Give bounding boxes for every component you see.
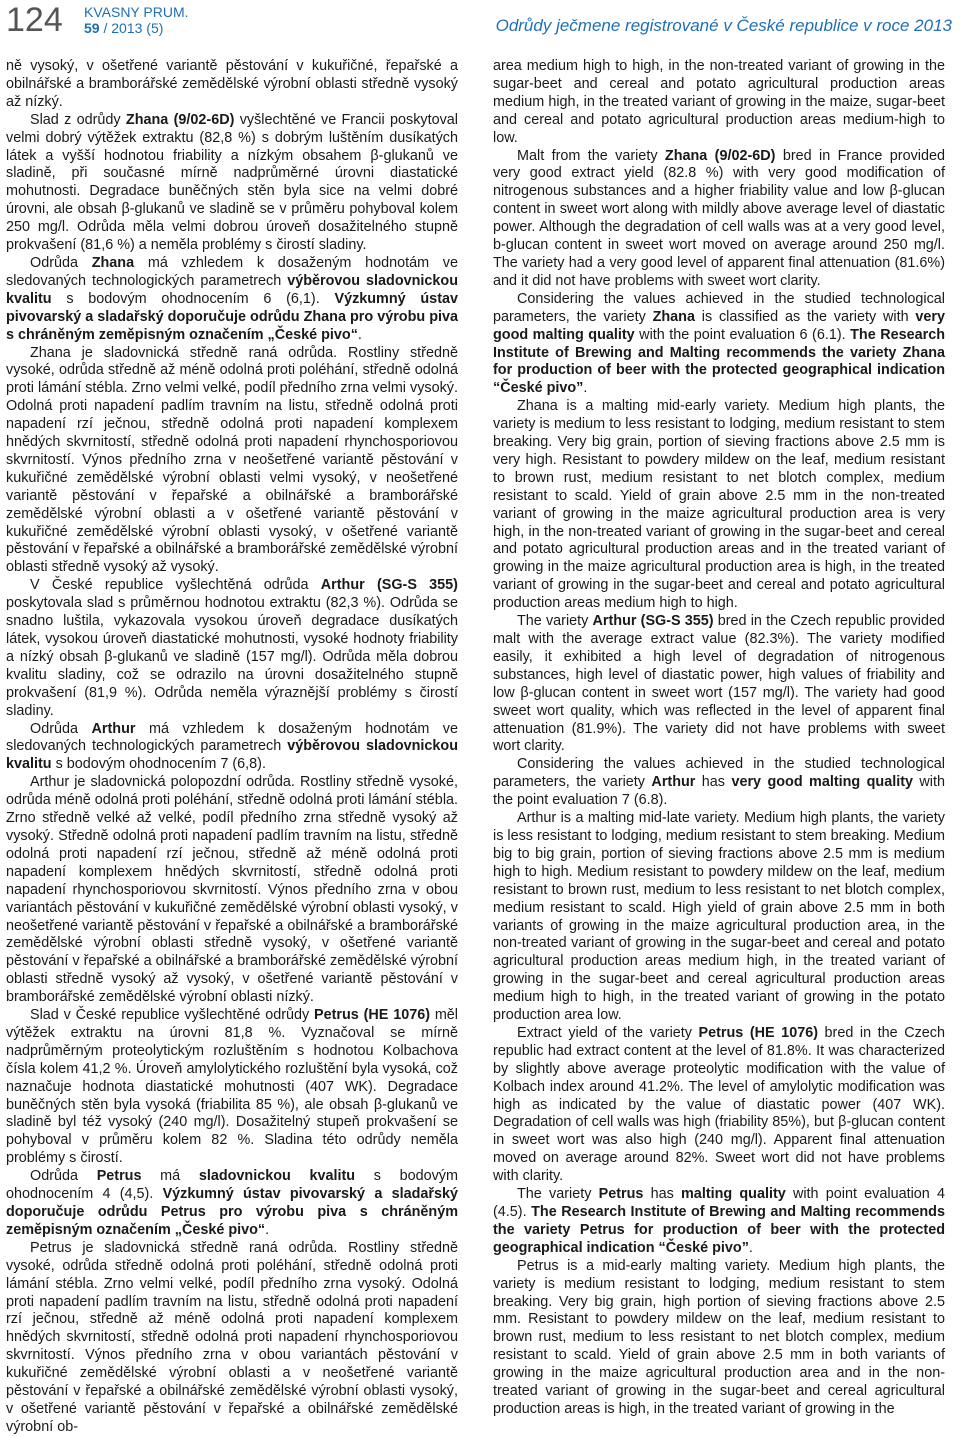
paragraph (493, 756, 945, 810)
text-run: Odrůda (30, 1168, 97, 1185)
text-run: Malt from the variety (517, 147, 665, 164)
paragraph (493, 810, 945, 1025)
text-run: The variety (517, 613, 593, 630)
paragraph (493, 58, 945, 148)
text-run: bred in the Czech republic had extract content at the level of 81.8%. It was characterized by slightly above average proteolytic modification with the value of Kolbach index around 41.2%. The level of amylolytic modification was high as indicated by the value of diastatic power (407 WK). Degradation of cell walls was high (friability 85%), but β-glucan content in sweet wort was also high (240 mg/l). Apparent final attenuation moved on average around 82%. Sweet wort did not have problems with clarity. (493, 1024, 945, 1185)
bold-text: very good malting quality (493, 308, 945, 343)
text-run: Arthur je sladovnická polopozdní odrůda. Rostliny středně vysoké, odrůda méně odolná proti poléhání, středně odolná proti lámání stébla. Zrno středně velké až velké, podíl předního zrna středně vysoký až vysoký. Středně odolná proti napadení padlím travním na listu, středně odolná proti napadení rzí ječnou, středně až méně odolná proti napadení komplexem hnědých skvrnitostí, středně odolná proti napadení rhynchosporiovou skvrnitostí. Výnos předního zrna v obou variantách pěstování v kukuřičné zemědělské výrobní oblasti vysoký, v neošetřené variantě pěstování v řepařské a obilnářské a bramborářské zemědělské výrobní oblasti středně vysoký, v ošetřené variantě pěstování v řepařské a obilnářské a bramborářské zemědělské výrobní oblasti středně vysoký až vysoký, v ošetřené variantě pěstování v bramborářské zemědělské výrobní oblasti nízký. (6, 774, 459, 1006)
paragraph (6, 58, 458, 112)
text-run: has (695, 774, 732, 791)
bold-text: Arthur (651, 774, 696, 791)
paragraph (6, 774, 458, 1007)
journal-name: KVASNY PRUM. (84, 4, 189, 20)
text-run: Considering the values achieved in the studied technological parameters, the variety (493, 756, 945, 791)
text-run: má (141, 1168, 199, 1185)
paragraph (6, 255, 458, 345)
paragraph (493, 291, 945, 398)
text-run: with point evaluation 4 (4.5). (493, 1186, 945, 1220)
text-run: area medium high to high, in the non-treated variant of growing in the sugar-beet and cereal and potato agricultural production areas medium high, in the treated variant of growing in the maize, sugar-beet and cereal and potato agricultural production areas medium-high to low. (493, 58, 945, 146)
bold-text: Petrus (598, 1186, 644, 1203)
paragraph (493, 1258, 945, 1419)
bold-text: Výzkumný ústav pivovarský a sladařský doporučuje odrůdu Zhana pro výrobu piva s chráněným zeměpisným označením „České pivo“ (6, 290, 458, 343)
text-run: with the point evaluation 7 (6.8). (493, 774, 946, 809)
paragraph (6, 1168, 458, 1240)
paragraph (6, 1007, 458, 1168)
text-run: poskytovala slad s průměrnou hodnotou extraktu (82,3 %). Odrůda se snadno luštila, vykazovala vysokou úroveň degradace dusíkatých látek, vysokou úroveň diastatické mohutnosti, vysoké hodnoty friability a nízký obsah β-glukanů ve sladině (157 mg/l). Odrůda měla dobrou kvalitu sladiny, což se odrazilo na úrovni dosažitelného stupně prokvašení (81,9 %). Odrůda neměla výraznější problémy s čirostí sladiny. (6, 595, 458, 719)
paragraph (6, 1240, 458, 1437)
text-run: has (643, 1186, 682, 1203)
paragraph (6, 345, 458, 578)
text-run: ně vysoký, v ošetřené variantě pěstování v kukuřičné, řepařské a obilnářské a bramborářské zemědělské výrobní oblasti středně vysoký až nízký. (6, 58, 458, 110)
bold-text: malting quality (681, 1186, 786, 1203)
text-run: . (748, 1239, 753, 1256)
text-run: with the point evaluation 6 (6.1). (634, 326, 851, 343)
paragraph (493, 1025, 945, 1186)
text-run: Petrus je sladovnická středně raná odrůda. Rostliny středně vysoké, odrůda středně odolná proti poléhání, středně odolná proti lámání stébla. Zrno velmi velké, podíl předního zrna vysoký. Odolná proti napadení padlím travním na listu, středně odolná proti napadení rzí ječnou, středně až méně odolná proti napadení komplexem hnědých skvrnitostí, středně odolná proti napadení rhynchosporiovou skvrnitostí. Výnos předního zrna v obou variantách pěstování v kukuřičné zemědělské výrobní oblasti a v neošetřené variantě pěstování v řepařské a obilnářské zemědělské výrobní oblasti vysoký, v ošetřené variantě pěstování v řepařské a obilnářské zemědělské výrobní ob- (6, 1239, 458, 1435)
bold-text: Zhana (9/02-6D) (125, 111, 235, 128)
text-run: bred in the Czech republic provided malt with the average extract value (82.3%). The variety modified easily, it exhibited a high level of degradation of nitrogenous substances, high level of diastatic power, high values of friability and low β-glucan content in sweet wort (157 mg/l). The variety had good sweet wort quality, which was reflected in the level of apparent final attenuation (81.9%). The variety did not have problems with sweet wort clarity. (493, 613, 945, 755)
bold-text: Arthur (91, 720, 136, 737)
text-run: Petrus is a mid-early malting variety. Medium high plants, the variety is medium resistant to lodging, medium resistant to stem breaking. Very big grain, high portion of sieving fractions above 2.5 mm. Resistant to powdery mildew on the leaf, medium resistant to brown rust, medium to less resistant to net blotch complex, medium resistant to scald. Yield of grain above 2.5 mm in both variants of growing in the maize agricultural production area and in the non-treated variant of growing in the sugar-beet and cereal agricultural production areas is high, in the treated variant of growing in the (493, 1257, 945, 1417)
paragraph (493, 148, 945, 291)
paragraph (493, 1186, 945, 1258)
text-run: bred in France provided very good extract yield (82.8 %) with very good modification of nitrogenous substances and a higher friability value and low β-glucan content in sweet wort along with mildly above average level of diastatic power. Although the degradation of cell walls was at a very good level, b-glucan content in sweet wort moved on average around 250 mg/l. The variety had a very good level of apparent final attenuation (81.6%) and it did not have problems with sweet wort clarity. (493, 147, 945, 289)
bold-text: Petrus (HE 1076) (698, 1024, 818, 1041)
text-run: . (357, 326, 362, 343)
bold-text: The Research Institute of Brewing and Malting recommends the variety Petrus for production of beer with the protected geographical indication “České pivo” (493, 1204, 945, 1256)
text-run: Odrůda (30, 720, 92, 737)
bold-text: Zhana (91, 254, 135, 271)
text-run: Odrůda (30, 254, 92, 271)
bold-text: Zhana (652, 308, 695, 325)
bold-text: The Research Institute of Brewing and Malting recommends the variety Zhana for production of beer with the protected geographical indication “České pivo” (493, 326, 945, 397)
running-title: Odrůdy ječmene registrované v České republice v roce 2013 (495, 16, 952, 35)
paragraph (493, 398, 945, 613)
text-run: má vzhledem k dosaženým hodnotám ve sledovaných technologických parametrech (6, 254, 458, 289)
text-run: Arthur is a malting mid-late variety. Medium high plants, the variety is less resistant to lodging, medium resistant to stem breaking. Medium big to big grain, portion of sieving fractions above 2.5 mm is medium high to high. Medium resistant to powdery mildew on the leaf, medium resistant to brown rust, medium to less resistant to net blotch complex, medium resistant to scald. High yield of grain above 2.5 mm in both variants of growing in the maize agricultural production area, in the non-treated variant of growing in the sugar-beet and cereal and potato agricultural production areas medium high, in the treated variant of growing in the sugar-beet and cereal agricultural production areas medium high to high, in the treated variant of growing in the potato production area low. (493, 810, 945, 1024)
text-run: má vzhledem k dosaženým hodnotám ve sledovaných technologických parametrech (6, 720, 459, 755)
text-run: s bodovým ohodnocením 4 (4,5). (6, 1168, 458, 1203)
text-run: V České republice vyšlechtěná odrůda (30, 577, 321, 594)
bold-text: very good malting quality (731, 774, 913, 791)
bold-text: sladovnickou kvalitu (198, 1168, 356, 1185)
paragraph (6, 577, 458, 720)
bold-text: výběrovou sladovnickou kvalitu (6, 272, 458, 307)
text-run: s bodovým ohodnocením 7 (6,8). (51, 756, 266, 773)
paragraph (6, 721, 458, 775)
bold-text: Arthur (SG-S 355) (592, 613, 714, 630)
text-run: měl výtěžek extraktu na úrovni 81,8 %. Vyznačoval se mírně nadprůměrným proteolytickým rozluštěním s hodnotou Kolbachova čísla kolem 41,2 %. Úroveň amylolytického rozluštění byla vysoká, což naznačuje hodnota diastatické mohutnosti (407 WK). Degradace buněčných stěn byla vysoká (friabilita 85 %), ale obsah β-glukanů ve sladině byl též vysoký (240 mg/l). Dosažitelný stupeň prokvašení se pohyboval v průměru kolem 82 %. Sladina této odrůdy neměla problémy s čirostí. (6, 1007, 459, 1167)
left-column-czech (6, 58, 459, 1435)
text-run: is classified as the variety with (694, 308, 916, 325)
text-run: s bodovým ohodnocením 6 (6,1). (51, 290, 335, 307)
bold-text: Zhana (9/02-6D) (664, 147, 776, 164)
journal-volume: 59 (84, 20, 100, 36)
journal-issue (84, 20, 189, 36)
text-run: Considering the values achieved in the studied technological parameters, the variety (493, 290, 945, 325)
bold-text: Petrus (96, 1168, 142, 1185)
bold-text: Výzkumný ústav pivovarský a sladařský doporučuje odrůdu Petrus pro výrobu piva s chráněným zeměpisným označením „České pivo“ (6, 1186, 458, 1238)
text-run: The variety (517, 1186, 599, 1203)
paragraph (6, 112, 458, 255)
text-run: Slad v České republice vyšlechtěné odrůdy (30, 1007, 315, 1024)
text-run: Zhana je sladovnická středně raná odrůda. Rostliny středně vysoké, odrůda středně až méně odolná proti poléhání, středně odolná proti lámání stébla. Zrno velmi velké, podíl předního zrna velmi vysoký. Odolná proti napadení padlím travním na listu, středně odolná proti napadení rzí ječnou, středně odolná proti napadení komplexem hnědých skvrnitostí, středně odolná proti napadení rhynchosporiovou skvrnitostí. Výnos předního zrna v neošetřené variantě pěstování v kukuřičné zemědělské výrobní oblasti velmi vysoký, v neošetřené variantě pěstování v řepařské a obilnářské a bramborářské zemědělské výrobní oblasti a v ošetřené variantě pěstování v kukuřičné zemědělské výrobní oblasti vysoký, v ošetřené variantě pěstování v řepařské a obilnářské a bramborářské zemědělské výrobní oblasti středně vysoký až vysoký. (6, 344, 458, 576)
text-run: vyšlechtěné ve Francii poskytoval velmi dobrý výtěžek extraktu (82,8 %) s dobrým luštěním dusíkatých látek a vyšší hodnotou friability a nízkým obsahem β-glukanů ve sladině, při současné mírně nadprůměrné úrovni diastatické mohutnosti. Degradace buněčných stěn byla sice na velmi dobré úrovni, ale obsah β-glukanů ve sladině se v průměru pohyboval kolem 250 mg/l. Odrůda měla velmi dobrou úroveň dosažitelného stupně prokvašení (81,6 %) a neměla problémy s čirostí sladiny. (6, 111, 458, 254)
text-run: Extract yield of the variety (517, 1024, 699, 1041)
page-number: 124 (6, 1, 63, 39)
paragraph (493, 613, 945, 756)
text-run: Slad z odrůdy (30, 111, 126, 128)
bold-text: Petrus (HE 1076) (314, 1007, 431, 1024)
text-run: Zhana is a malting mid-early variety. Medium high plants, the variety is medium to less resistant to lodging, medium resistant to stem breaking. Very big grain, portion of sieving fractions above 2.5 mm is very high. Resistant to powdery mildew on the leaf, medium resistant to brown rust, medium resistant to net blotch complex, medium resistant to scald. Yield of grain above 2.5 mm in the non-treated variant of growing in the maize agricultural production area is very high, in the non-treated variant of growing in the sugar-beet and cereal and potato agricultural production areas and in the treated variant of growing in the maize agricultural production area is high, in the treated variant of growing in the sugar-beet and cereal and potato agricultural production areas medium high to high. (493, 398, 945, 612)
text-run: . (583, 380, 588, 397)
text-run: . (265, 1221, 270, 1238)
journal-info (84, 4, 189, 36)
page-header (0, 0, 960, 44)
bold-text: výběrovou sladovnickou kvalitu (6, 738, 458, 773)
right-column-english (493, 58, 946, 1417)
journal-issue-year: / 2013 (5) (99, 20, 164, 36)
bold-text: Arthur (SG-S 355) (320, 577, 458, 594)
